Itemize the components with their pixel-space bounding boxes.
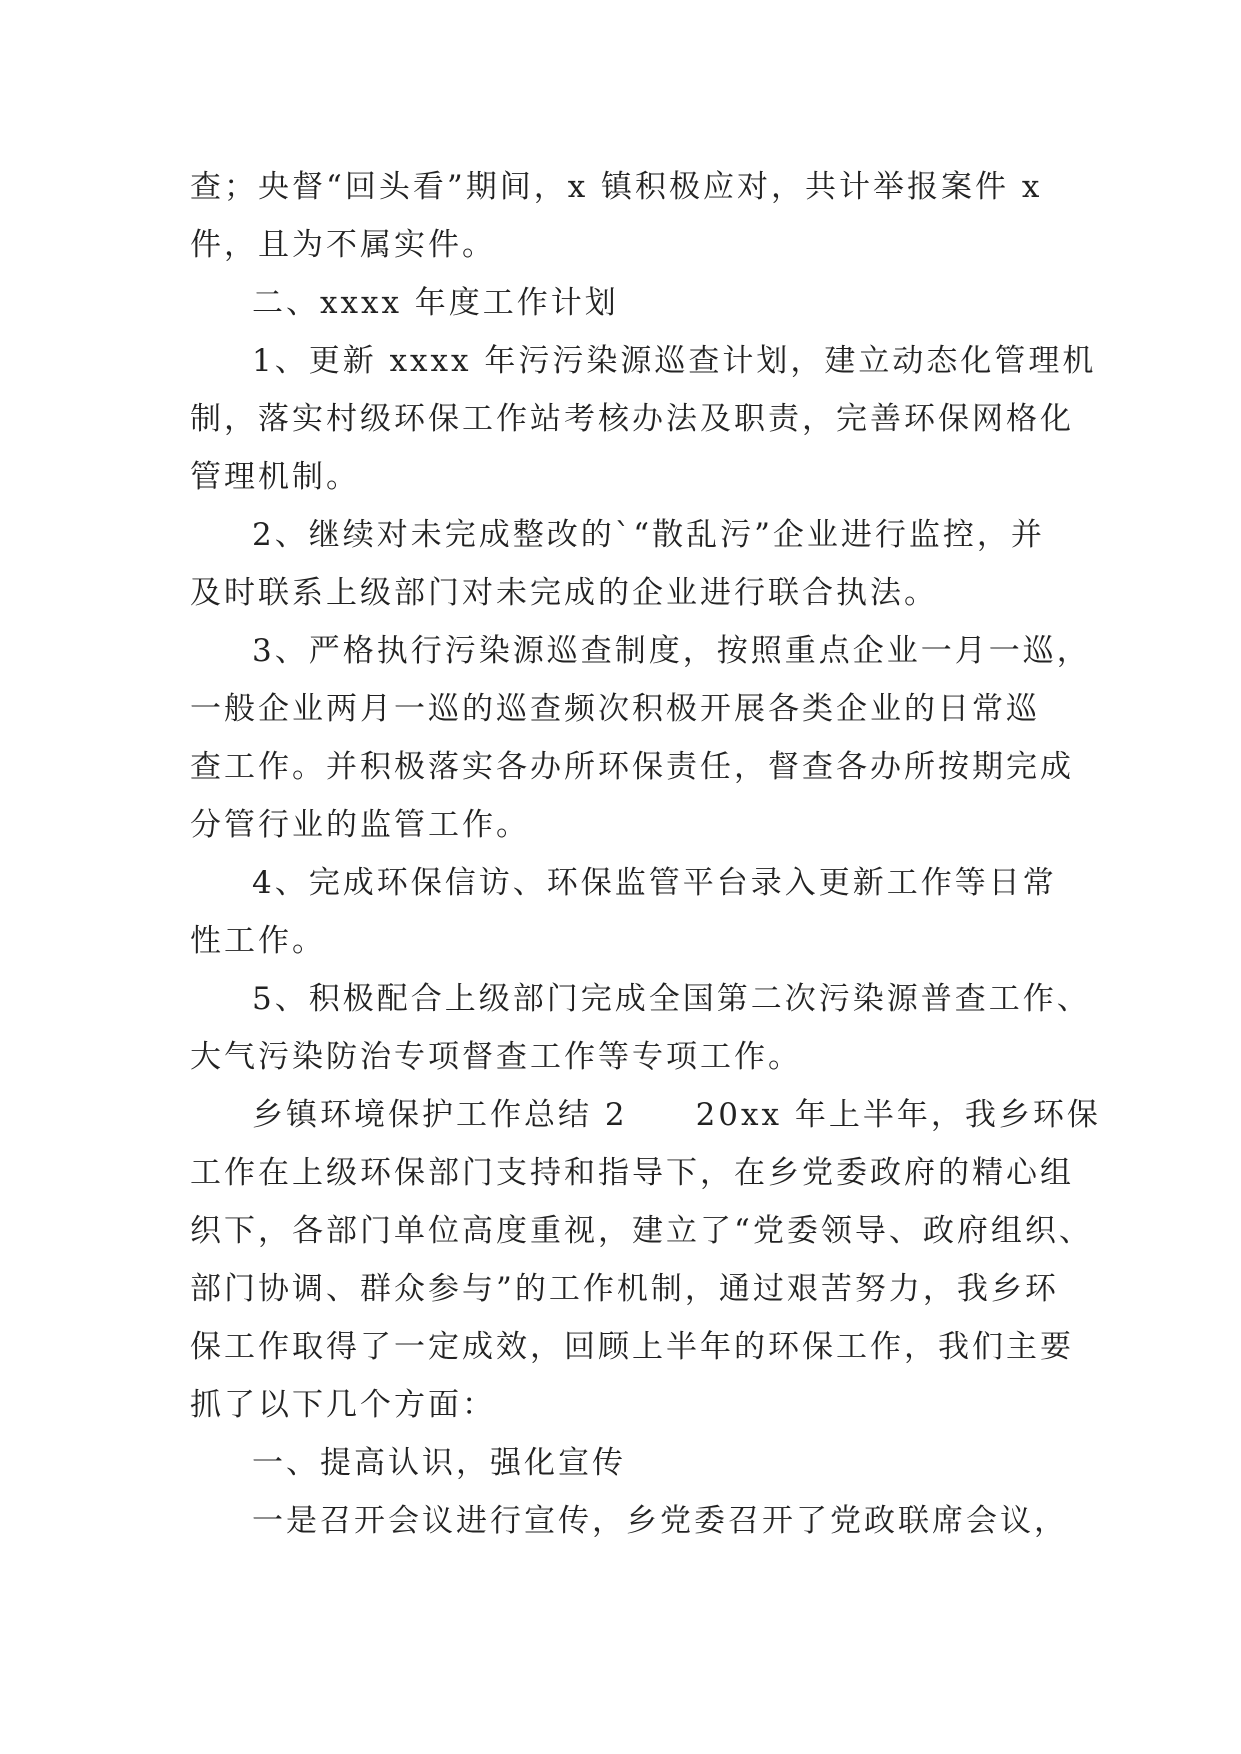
text-line: 1、更新 xxxx 年污污染源巡查计划，建立动态化管理机 xyxy=(252,343,1097,379)
text-line: 制，落实村级环保工作站考核办法及职责，完善环保网格化 xyxy=(190,401,1074,437)
text-line: 2、继续对未完成整改的`“散乱污”企业进行监控，并 xyxy=(252,517,1045,553)
text-line: 管理机制。 xyxy=(190,459,360,495)
text-line: 二、xxxx 年度工作计划 xyxy=(252,285,619,321)
text-line: 及时联系上级部门对未完成的企业进行联合执法。 xyxy=(190,575,938,611)
text-line: 3、严格执行污染源巡查制度，按照重点企业一月一巡， xyxy=(252,633,1091,669)
text-line: 保工作取得了一定成效，回顾上半年的环保工作，我们主要 xyxy=(190,1329,1074,1365)
text-line: 性工作。 xyxy=(190,923,326,959)
text-line: 部门协调、群众参与”的工作机制，通过艰苦努力，我乡环 xyxy=(190,1271,1059,1307)
text-line: 查；央督“回头看”期间，x 镇积极应对，共计举报案件 x xyxy=(190,169,1043,205)
text-line: 工作在上级环保部门支持和指导下，在乡党委政府的精心组 xyxy=(190,1155,1074,1191)
document-body xyxy=(190,158,1101,1550)
text-line: 抓了以下几个方面： xyxy=(190,1387,496,1423)
text-line: 件，且为不属实件。 xyxy=(190,227,496,263)
text-line: 乡镇环境保护工作总结 2 20xx 年上半年，我乡环保 xyxy=(252,1097,1101,1133)
text-line: 一是召开会议进行宣传，乡党委召开了党政联席会议， xyxy=(252,1503,1068,1539)
text-line: 大气污染防治专项督查工作等专项工作。 xyxy=(190,1039,802,1075)
text-line: 4、完成环保信访、环保监管平台录入更新工作等日常 xyxy=(252,865,1057,901)
text-line: 织下，各部门单位高度重视，建立了“党委领导、政府组织、 xyxy=(190,1213,1093,1249)
text-line: 查工作。并积极落实各办所环保责任，督查各办所按期完成 xyxy=(190,749,1074,785)
text-line: 一般企业两月一巡的巡查频次积极开展各类企业的日常巡 xyxy=(190,691,1040,727)
text-line: 分管行业的监管工作。 xyxy=(190,807,530,843)
text-line: 5、积极配合上级部门完成全国第二次污染源普查工作、 xyxy=(252,981,1091,1017)
text-line: 一、提高认识，强化宣传 xyxy=(252,1445,626,1481)
